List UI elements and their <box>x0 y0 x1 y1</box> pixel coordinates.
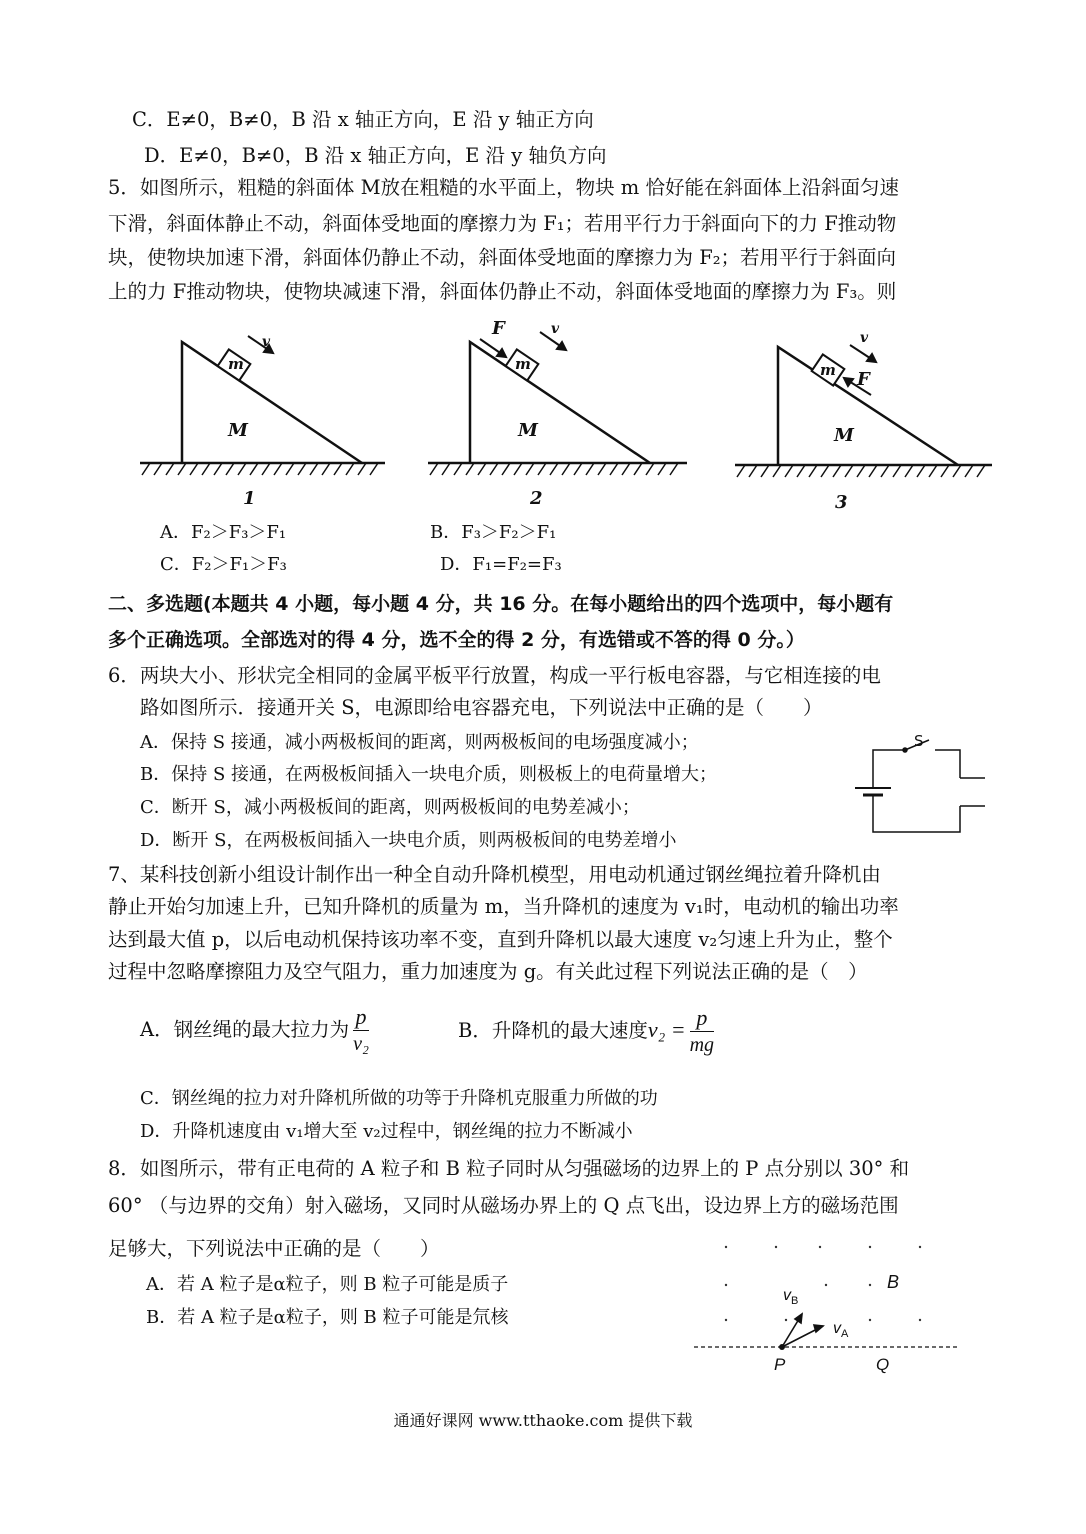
q7-option-b-lhs: v₂ = <box>647 1017 686 1042</box>
q7-option-a <box>140 1000 373 1060</box>
q5-option-a: A．F₂＞F₃＞F₁ <box>160 522 287 543</box>
q8-va-label <box>833 1317 848 1346</box>
q7-stem-line-3: 达到最大值 p，以后电动机保持该功率不变，直到升降机以最大速度 v₂匀速上升为止，整个 <box>108 928 893 951</box>
fig3-incline-label: M <box>834 425 854 446</box>
q7-option-a-fraction <box>353 1004 369 1057</box>
fig1-incline-label: M <box>228 420 248 441</box>
fig3-block-label: m <box>820 361 836 379</box>
q7-option-b-text: B．升降机的最大速度 <box>458 1019 648 1042</box>
q5-option-b: B．F₃＞F₂＞F₁ <box>430 522 557 543</box>
q7-stem-line-2: 静止开始匀加速上升，已知升降机的质量为 m，当升降机的速度为 v₁时，电动机的输出功率 <box>108 895 899 918</box>
q7-option-b <box>458 1000 718 1061</box>
q5-stem-line-3: 块，使物块加速下滑，斜面体仍静止不动，斜面体受地面的摩擦力为 F₂；若用平行于斜面向 <box>108 246 897 269</box>
q8-magnetic-field-figure <box>690 1235 970 1375</box>
q8-stem-line-1: 8．如图所示，带有正电荷的 A 粒子和 B 粒子同时从匀强磁场的边界上的 P 点分别以 30° 和 <box>108 1157 910 1180</box>
q7-option-b-denominator: mg <box>689 1034 715 1056</box>
q7-option-d: D．升降机速度由 v₁增大至 v₂过程中，钢丝绳的拉力不断减小 <box>140 1121 633 1142</box>
q6-switch-label: S <box>914 732 924 750</box>
fig2-block-label: m <box>515 355 531 373</box>
section-2-heading-line-1: 二、多选题(本题共 4 小题，每小题 4 分，共 16 分。在每小题给出的四个选项中，每小题有 <box>108 593 894 615</box>
q7-option-a-denominator: v₂ <box>353 1033 369 1055</box>
q8-option-a: A．若 A 粒子是α粒子，则 B 粒子可能是质子 <box>146 1274 509 1295</box>
section-2-heading-line-2: 多个正确选项。全部选对的得 4 分，选不全的得 2 分，有选错或不答的得 0 分。） <box>108 629 805 651</box>
fig1-velocity-label: v <box>262 334 271 350</box>
q4-option-d: D．E≠0，B≠0，B 沿 x 轴正方向，E 沿 y 轴负方向 <box>144 144 607 167</box>
q8-vb-symbol: v <box>783 1287 791 1304</box>
fig1-block-label: m <box>228 355 244 373</box>
fig2-number: 2 <box>530 488 543 509</box>
q8-field-label: B <box>887 1272 900 1292</box>
q8-va-subscript: A <box>841 1328 849 1341</box>
q8-point-q-label: Q <box>876 1355 890 1374</box>
q6-stem-line-1: 6．两块大小、形状完全相同的金属平板平行放置，构成一平行板电容器，与它相连接的电 <box>108 664 881 687</box>
fig3-force-label: F <box>857 369 870 390</box>
q5-option-c: C．F₂＞F₁＞F₃ <box>160 554 287 575</box>
q8-vb-subscript: B <box>791 1295 799 1308</box>
q5-option-d: D．F₁=F₂=F₃ <box>440 554 562 575</box>
q6-option-c: C．断开 S，减小两极板间的距离，则两极板间的电势差减小； <box>140 797 640 818</box>
fig3-number: 3 <box>835 492 848 513</box>
fig2-incline-label: M <box>518 420 538 441</box>
q7-stem-line-1: 7、某科技创新小组设计制作出一种全自动升降机模型，用电动机通过钢丝绳拉着升降机由 <box>108 863 881 886</box>
q6-stem-line-2: 路如图所示．接通开关 S，电源即给电容器充电，下列说法中正确的是（ ） <box>140 696 823 719</box>
q8-stem-line-2: 60° （与边界的交角）射入磁场，又同时从磁场办界上的 Q 点飞出，设边界上方的磁场范围 <box>108 1194 899 1217</box>
q7-option-a-text: A．钢丝绳的最大拉力为 <box>140 1018 350 1041</box>
fig2-force-label: F <box>492 318 505 339</box>
q4-option-c: C．E≠0，B≠0，B 沿 x 轴正方向，E 沿 y 轴正方向 <box>132 108 594 131</box>
q6-option-b: B．保持 S 接通，在两极板间插入一块电介质，则极板上的电荷量增大； <box>140 764 717 785</box>
q7-option-a-numerator: p <box>353 1004 369 1031</box>
q7-stem-line-4: 过程中忽略摩擦阻力及空气阻力，重力加速度为 g。有关此过程下列说法正确的是（ ） <box>108 960 868 983</box>
q6-option-a: A．保持 S 接通，减小两极板间的距离，则两极板间的电场强度减小； <box>140 732 699 753</box>
q8-option-b: B．若 A 粒子是α粒子，则 B 粒子可能是氘核 <box>146 1307 509 1328</box>
q7-option-b-numerator: p <box>690 1005 714 1032</box>
q8-vb-label <box>783 1284 798 1313</box>
q5-stem-line-2: 下滑，斜面体静止不动，斜面体受地面的摩擦力为 F₁；若用平行力于斜面向下的力 F推动物 <box>108 212 897 235</box>
fig3-velocity-label: v <box>860 330 869 346</box>
q6-option-d: D．断开 S，在两极板间插入一块电介质，则两极板间的电势差增小 <box>140 830 677 851</box>
q7-option-b-fraction <box>690 1005 714 1058</box>
q8-stem-line-3: 足够大，下列说法中正确的是（ ） <box>108 1237 440 1260</box>
q8-point-p-label: P <box>774 1355 786 1374</box>
q7-option-c: C．钢丝绳的拉力对升降机所做的功等于升降机克服重力所做的功 <box>140 1088 658 1109</box>
q5-stem-line-1: 5．如图所示，粗糙的斜面体 M放在粗糙的水平面上，物块 m 恰好能在斜面体上沿斜面匀速 <box>108 176 899 199</box>
page-footer: 通通好课网 www.tthaoke.com 提供下载 <box>393 1411 693 1430</box>
q5-incline-figures <box>130 320 1010 520</box>
fig2-velocity-label: v <box>551 321 560 337</box>
q5-stem-line-4: 上的力 F推动物块，使物块减速下滑，斜面体仍静止不动，斜面体受地面的摩擦力为 F₃。则 <box>108 280 897 303</box>
fig1-number: 1 <box>243 488 256 509</box>
q8-va-symbol: v <box>833 1320 841 1337</box>
